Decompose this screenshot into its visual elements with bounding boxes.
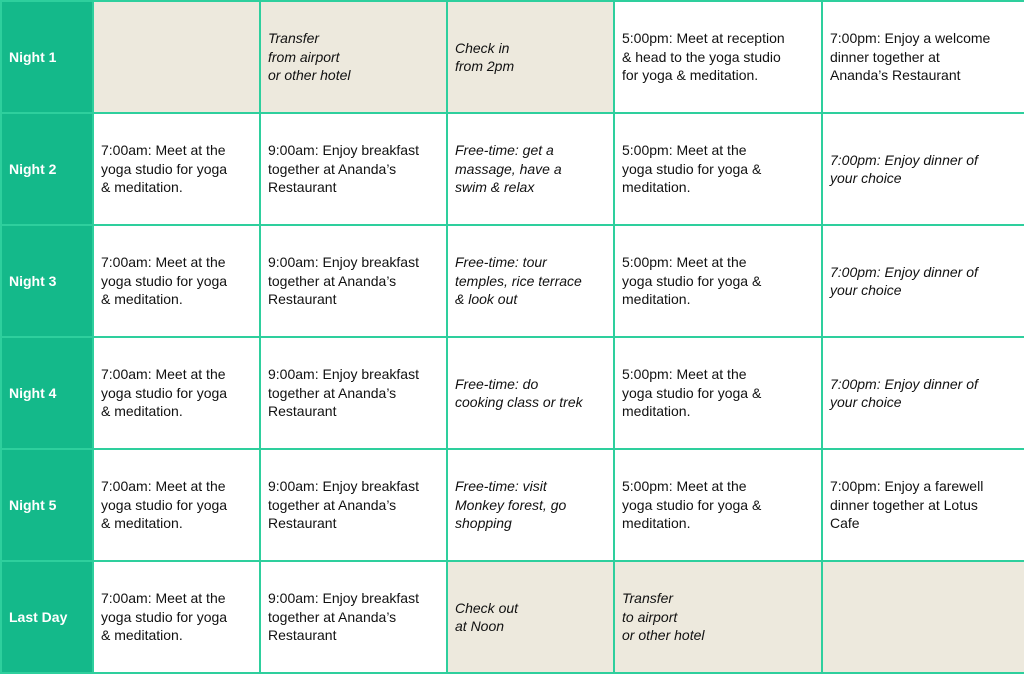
activity-text: 7:00pm: Enjoy dinner of your choice	[830, 151, 978, 186]
activity-text: Transfer from airport or other hotel	[268, 30, 351, 84]
activity-text: 5:00pm: Meet at the yoga studio for yoga & meditation.	[622, 254, 762, 308]
activity-text: 5:00pm: Meet at the yoga studio for yoga & meditation.	[622, 142, 762, 196]
activity-text: 9:00am: Enjoy breakfast together at Ananda’s Restaurant	[268, 142, 419, 196]
activity-text: 7:00am: Meet at the yoga studio for yoga & meditation.	[101, 366, 228, 420]
activity-text: 7:00am: Meet at the yoga studio for yoga & meditation.	[101, 142, 228, 196]
schedule-cell-evening	[614, 225, 822, 337]
activity-text: 7:00pm: Enjoy dinner of your choice	[830, 263, 978, 298]
activity-text: Free-time: tour temples, rice terrace & look out	[455, 254, 582, 308]
schedule-cell-morning	[260, 225, 447, 337]
day-label: Night 2	[1, 113, 93, 225]
schedule-cell-early-morning	[93, 1, 260, 113]
activity-text: Free-time: visit Monkey forest, go shopping	[455, 478, 567, 532]
schedule-row	[1, 449, 1024, 561]
activity-text: 9:00am: Enjoy breakfast together at Ananda’s Restaurant	[268, 478, 419, 532]
schedule-cell-early-morning	[93, 225, 260, 337]
schedule-row	[1, 225, 1024, 337]
schedule-cell-morning	[260, 1, 447, 113]
schedule-cell-early-morning	[93, 449, 260, 561]
schedule-cell-evening	[614, 1, 822, 113]
schedule-cell-morning	[260, 113, 447, 225]
activity-text: 5:00pm: Meet at the yoga studio for yoga & meditation.	[622, 366, 762, 420]
activity-text: 5:00pm: Meet at the yoga studio for yoga & meditation.	[622, 478, 762, 532]
schedule-cell-early-morning	[93, 113, 260, 225]
activity-text: 7:00pm: Enjoy a farewell dinner together at Lotus Cafe	[830, 478, 984, 532]
schedule-cell-dinner	[822, 337, 1024, 449]
day-label: Night 5	[1, 449, 93, 561]
activity-text: 9:00am: Enjoy breakfast together at Ananda’s Restaurant	[268, 366, 419, 420]
schedule-cell-dinner	[822, 1, 1024, 113]
schedule-cell-midday	[447, 449, 614, 561]
schedule-cell-dinner	[822, 561, 1024, 673]
schedule-row	[1, 1, 1024, 113]
schedule-cell-midday	[447, 225, 614, 337]
schedule-cell-evening	[614, 561, 822, 673]
day-label: Night 4	[1, 337, 93, 449]
activity-text: Free-time: get a massage, have a swim & relax	[455, 142, 562, 196]
schedule-cell-midday	[447, 561, 614, 673]
activity-text: 7:00pm: Enjoy dinner of your choice	[830, 375, 978, 410]
activity-text: Check in from 2pm	[455, 39, 515, 74]
schedule-cell-midday	[447, 113, 614, 225]
schedule-cell-dinner	[822, 113, 1024, 225]
activity-text: 9:00am: Enjoy breakfast together at Ananda’s Restaurant	[268, 254, 419, 308]
schedule-cell-dinner	[822, 449, 1024, 561]
schedule-cell-evening	[614, 337, 822, 449]
activity-text: 5:00pm: Meet at reception & head to the yoga studio for yoga & meditation.	[622, 30, 785, 84]
activity-text: Check out at Noon	[455, 599, 519, 634]
activity-text: Free-time: do cooking class or trek	[455, 375, 583, 410]
activity-text: Transfer to airport or other hotel	[622, 590, 705, 644]
day-label: Last Day	[1, 561, 93, 673]
day-label: Night 1	[1, 1, 93, 113]
schedule-cell-midday	[447, 1, 614, 113]
schedule-cell-evening	[614, 449, 822, 561]
schedule-cell-early-morning	[93, 561, 260, 673]
activity-text: 9:00am: Enjoy breakfast together at Ananda’s Restaurant	[268, 590, 419, 644]
schedule-row	[1, 561, 1024, 673]
day-label: Night 3	[1, 225, 93, 337]
schedule-cell-morning	[260, 561, 447, 673]
schedule-row	[1, 113, 1024, 225]
schedule-cell-evening	[614, 113, 822, 225]
schedule-cell-morning	[260, 449, 447, 561]
activity-text: 7:00am: Meet at the yoga studio for yoga & meditation.	[101, 478, 228, 532]
schedule-cell-midday	[447, 337, 614, 449]
schedule-cell-morning	[260, 337, 447, 449]
schedule-row	[1, 337, 1024, 449]
activity-text: 7:00pm: Enjoy a welcome dinner together at Ananda’s Restaurant	[830, 30, 991, 84]
activity-text: 7:00am: Meet at the yoga studio for yoga & meditation.	[101, 590, 228, 644]
activity-text: 7:00am: Meet at the yoga studio for yoga & meditation.	[101, 254, 228, 308]
schedule-cell-dinner	[822, 225, 1024, 337]
schedule-cell-early-morning	[93, 337, 260, 449]
